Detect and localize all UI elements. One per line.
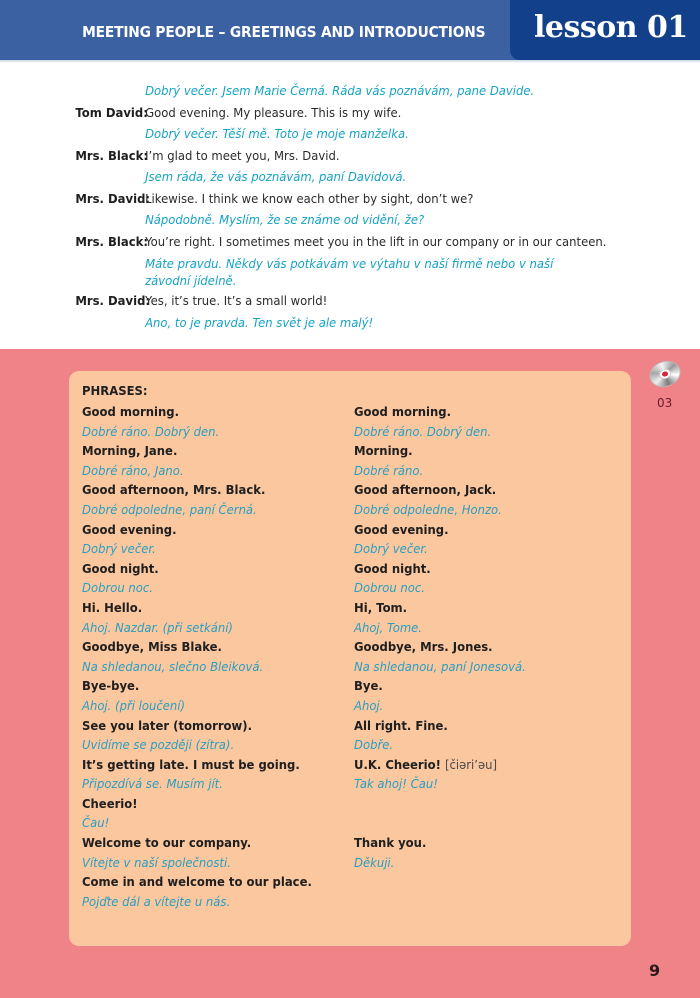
- phrases-heading: PHRASES:: [82, 383, 148, 398]
- english-text: You’re right. I sometimes meet you in the lift in our company or in our canteen.: [145, 233, 607, 249]
- phrase-english: [82, 676, 312, 696]
- phrase-english-text: Hi. Hello.: [82, 599, 143, 615]
- dialogue: [0, 80, 700, 333]
- phrases-right-column: [354, 402, 539, 872]
- dialogue-line: [0, 188, 651, 210]
- phrase-czech: Čau!: [82, 815, 110, 831]
- phrase-english: [354, 441, 526, 461]
- phrase-english-text: Bye.: [354, 678, 383, 694]
- phrase-english-text: Good afternoon, Mrs. Black.: [82, 482, 266, 498]
- speaker-name: Mrs. David:: [75, 190, 151, 206]
- phrase-english: [354, 755, 526, 775]
- phrase-english: [354, 520, 526, 540]
- page-number: 9: [649, 961, 661, 980]
- phrase-english-text: Morning, Jane.: [82, 443, 178, 459]
- phrase-english: [354, 676, 526, 696]
- czech-translation: Ano, to je pravda. Ten svět je ale malý!: [145, 314, 374, 330]
- phrase-czech: Tak ahoj! Čau!: [354, 776, 438, 792]
- phrase-czech: Ahoj.: [354, 697, 384, 713]
- phrase-english-text: Goodbye, Miss Blake.: [82, 639, 222, 655]
- phrase-czech: Děkuji.: [354, 854, 395, 870]
- phrase-czech: Dobrou noc.: [354, 580, 425, 596]
- phrase-english-text: Good night.: [82, 560, 159, 576]
- lesson-number: lesson 01: [534, 10, 688, 45]
- speaker-name: Mrs. Black:: [75, 233, 148, 249]
- czech-translation: Jsem ráda, že vás poznávám, paní Davidová.: [145, 169, 407, 184]
- phrase-english: [82, 520, 312, 540]
- phrase-czech: Ahoj. (při loučení): [82, 697, 186, 713]
- phrase-spacer: [354, 813, 539, 833]
- phrase-english-text: Bye-bye.: [82, 678, 140, 694]
- dialogue-line: [0, 290, 651, 312]
- phrase-czech: Dobře.: [354, 737, 394, 753]
- dialogue-line: [0, 231, 651, 253]
- phrase-english: [82, 637, 312, 657]
- phrase-czech: Dobré odpoledne, Honzo.: [354, 501, 502, 517]
- phrase-english-text: Morning.: [354, 443, 413, 459]
- dialogue-translation: [0, 312, 651, 334]
- english-text: Good evening. My pleasure. This is my wife.: [145, 104, 402, 120]
- czech-translation: Dobrý večer. Těší mě. Toto je moje manželka.: [145, 126, 409, 141]
- phrase-czech: Vítejte v naší společnosti.: [82, 854, 231, 870]
- phrase-english-text: U.K. Cheerio!: [354, 756, 441, 772]
- czech-translation: Nápodobně. Myslím, že se známe od vidění, že?: [145, 212, 425, 227]
- phrase-english-text: Good night.: [354, 560, 431, 576]
- phrase-english: [354, 833, 526, 853]
- phrase-english-text: Hi, Tom.: [354, 599, 408, 615]
- phrase-czech: Na shledanou, paní Jonesová.: [354, 658, 526, 674]
- phrase-english: [82, 716, 312, 736]
- phrase-english: [82, 872, 312, 892]
- phrase-english-text: Goodbye, Mrs. Jones.: [354, 639, 493, 655]
- phrase-english-text: Good afternoon, Jack.: [354, 482, 497, 498]
- phonetic-transcription: [čiəri’əu]: [444, 756, 498, 772]
- phrase-english: [354, 716, 526, 736]
- phrase-english: [82, 833, 312, 853]
- header-divider: [0, 60, 700, 63]
- phrase-english: [82, 559, 312, 579]
- dialogue-translation: [0, 80, 651, 102]
- phrase-czech: Dobrý večer.: [82, 541, 156, 557]
- phrase-spacer: [354, 794, 539, 814]
- phrases-left-column: [82, 402, 329, 911]
- lesson-tab: [510, 0, 700, 60]
- phrase-english-text: All right. Fine.: [354, 717, 448, 733]
- phrase-english-text: Come in and welcome to our place.: [82, 874, 312, 890]
- section-title: MEETING PEOPLE – GREETINGS AND INTRODUCTIONS: [81, 23, 485, 41]
- speaker-name: Mrs. Black:: [75, 147, 148, 163]
- phrase-english-text: Good morning.: [82, 404, 179, 419]
- phrase-english-text: It’s getting late. I must be going.: [82, 756, 300, 772]
- dialogue-line: [0, 102, 651, 124]
- czech-translation: Máte pravdu. Někdy vás potkávám ve výtahu v naší firmě nebo v naší závodní jídelně.: [145, 256, 554, 288]
- dialogue-translation: [0, 209, 651, 231]
- phrase-english: [82, 794, 312, 814]
- english-text: I’m glad to meet you, Mrs. David.: [145, 147, 340, 163]
- phrase-english-text: Cheerio!: [82, 795, 138, 811]
- speaker-name: Tom David:: [75, 104, 148, 120]
- phrase-czech: Dobrou noc.: [82, 580, 153, 596]
- phrase-czech: Ahoj. Nazdar. (při setkání): [82, 619, 233, 635]
- phrase-czech: Dobrý večer.: [354, 541, 428, 557]
- phrase-czech: Dobré ráno. Dobrý den.: [82, 423, 220, 439]
- phrase-czech: Uvidíme se později (zítra).: [82, 737, 235, 753]
- phrase-czech: Dobré ráno.: [354, 462, 424, 478]
- phrase-english-text: Thank you.: [354, 835, 427, 851]
- phrase-english-text: Good morning.: [354, 404, 451, 419]
- dialogue-translation: [0, 123, 651, 145]
- phrase-english-text: Good evening.: [82, 521, 177, 537]
- audio-track-number: 03: [657, 396, 673, 410]
- czech-translation: Dobrý večer. Jsem Marie Černá. Ráda vás poznávám, pane Davide.: [145, 83, 535, 98]
- phrase-czech: Ahoj, Tome.: [354, 619, 423, 635]
- phrase-english: [82, 480, 312, 500]
- phrase-english-text: Good evening.: [354, 521, 449, 537]
- phrase-czech: Na shledanou, slečno Bleiková.: [82, 658, 264, 674]
- english-text: Yes, it’s true. It’s a small world!: [145, 293, 328, 308]
- english-text: Likewise. I think we know each other by sight, don’t we?: [145, 190, 474, 206]
- phrase-english: [82, 598, 312, 618]
- dialogue-translation: [0, 252, 651, 290]
- speaker-name: Mrs. David:: [75, 293, 151, 308]
- dialogue-line: [0, 145, 651, 167]
- phrase-english: [82, 402, 312, 422]
- phrase-english-text: Welcome to our company.: [82, 835, 252, 851]
- phrase-czech: Pojďte dál a vítejte u nás.: [82, 893, 231, 909]
- phrase-english: [354, 480, 526, 500]
- phrase-czech: Připozdívá se. Musím jít.: [82, 776, 223, 792]
- phrase-english: [354, 559, 526, 579]
- phrase-czech: Dobré odpoledne, paní Černá.: [82, 501, 257, 517]
- phrase-czech: Dobré ráno. Dobrý den.: [354, 423, 492, 439]
- phrase-english: [354, 402, 526, 422]
- phrase-english: [82, 441, 312, 461]
- lesson-header: [0, 0, 700, 60]
- dialogue-translation: [0, 166, 651, 188]
- phrase-english: [354, 598, 526, 618]
- phrase-english-text: See you later (tomorrow).: [82, 717, 253, 733]
- phrase-english: [82, 755, 312, 775]
- phrase-czech: Dobré ráno, Jano.: [82, 462, 184, 478]
- phrase-english: [354, 637, 526, 657]
